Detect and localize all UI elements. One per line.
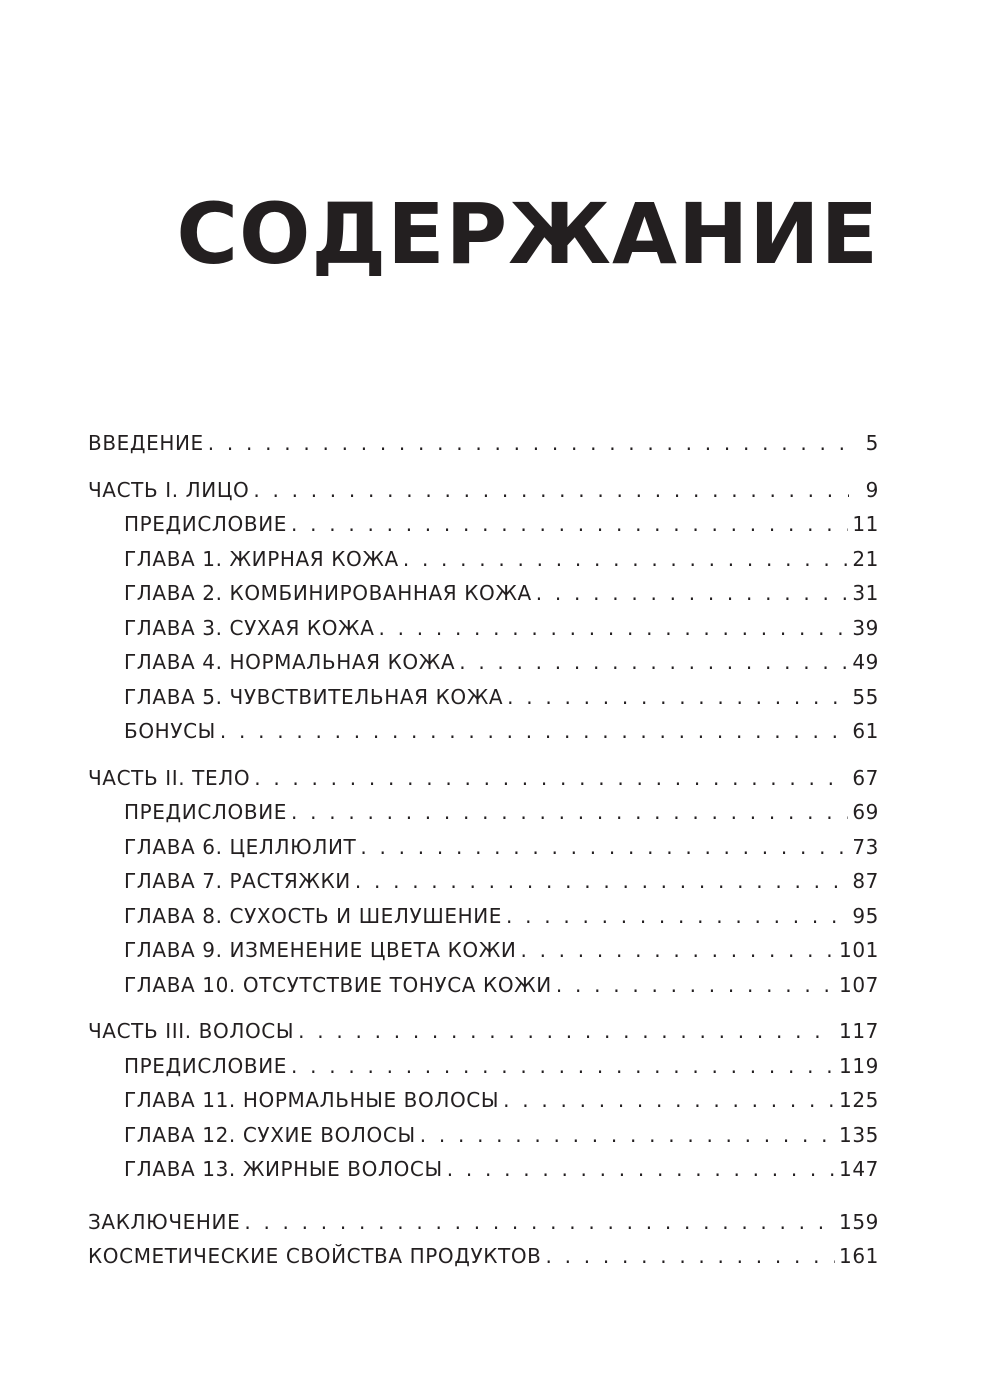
- toc-entry-chapter-6[interactable]: [124, 832, 879, 862]
- toc-page-number: 117: [839, 1019, 879, 1043]
- toc-page-number: 69: [852, 800, 879, 824]
- dot-leader: [520, 935, 835, 965]
- toc-page-number: 11: [852, 512, 879, 536]
- dot-leader: [459, 647, 848, 677]
- toc-entry-part-3-preface[interactable]: [124, 1051, 879, 1081]
- toc-entry-part-2-preface[interactable]: [124, 797, 879, 827]
- dot-leader: [298, 1016, 835, 1046]
- toc-entry-chapter-13[interactable]: [124, 1154, 879, 1184]
- toc-entry-label: ПРЕДИСЛОВИЕ: [124, 1054, 287, 1078]
- toc-entry-chapter-8[interactable]: [124, 901, 879, 931]
- toc-entry-part-3[interactable]: [88, 1016, 879, 1046]
- toc-page-number: 9: [865, 478, 879, 502]
- toc-entry-label: ВВЕДЕНИЕ: [88, 431, 204, 455]
- toc-page-number: 101: [839, 938, 879, 962]
- toc-page-number: 87: [852, 869, 879, 893]
- dot-leader: [254, 763, 848, 793]
- dot-leader: [253, 475, 849, 505]
- toc-entry-label: ЗАКЛЮЧЕНИЕ: [88, 1210, 241, 1234]
- dot-leader: [291, 797, 848, 827]
- toc-entry-label: БОНУСЫ: [124, 719, 216, 743]
- dot-leader: [536, 578, 849, 608]
- dot-leader: [291, 1051, 835, 1081]
- toc-page-number: 147: [839, 1157, 879, 1181]
- toc-page-number: 73: [852, 835, 879, 859]
- dot-leader: [355, 866, 849, 896]
- toc-entry-label: ГЛАВА 5. ЧУВСТВИТЕЛЬНАЯ КОЖА: [124, 685, 504, 709]
- toc-page-number: 159: [839, 1210, 879, 1234]
- toc-entry-chapter-3[interactable]: [124, 613, 879, 643]
- toc-entry-label: ЧАСТЬ II. ТЕЛО: [88, 766, 251, 790]
- dot-leader: [244, 1207, 835, 1237]
- toc-page-number: 135: [839, 1123, 879, 1147]
- toc-page-number: 61: [852, 719, 879, 743]
- toc-page-number: 95: [852, 904, 879, 928]
- toc-entry-label: ГЛАВА 7. РАСТЯЖКИ: [124, 869, 351, 893]
- toc-entry-label: ГЛАВА 8. СУХОСТЬ И ШЕЛУШЕНИЕ: [124, 904, 503, 928]
- dot-leader: [378, 613, 848, 643]
- toc-page-number: 119: [839, 1054, 879, 1078]
- dot-leader: [220, 716, 848, 746]
- dot-leader: [556, 970, 835, 1000]
- dot-leader: [291, 509, 848, 539]
- toc-page-number: 107: [839, 973, 879, 997]
- toc-page-number: 31: [852, 581, 879, 605]
- toc-page-number: 49: [852, 650, 879, 674]
- dot-leader: [447, 1154, 835, 1184]
- dot-leader: [546, 1241, 836, 1271]
- toc-page-number: 21: [852, 547, 879, 571]
- toc-entry-chapter-11[interactable]: [124, 1085, 879, 1115]
- toc-entry-product-properties[interactable]: [88, 1241, 879, 1271]
- page-title: СОДЕРЖАНИЕ: [176, 185, 879, 283]
- toc-entry-label: ПРЕДИСЛОВИЕ: [124, 512, 287, 536]
- toc-entry-chapter-7[interactable]: [124, 866, 879, 896]
- toc-entry-chapter-10[interactable]: [124, 970, 879, 1000]
- toc-page-number: 39: [852, 616, 879, 640]
- toc-entry-bonuses[interactable]: [124, 716, 879, 746]
- toc-entry-chapter-4[interactable]: [124, 647, 879, 677]
- dot-leader: [360, 832, 848, 862]
- toc-page-number: 161: [839, 1244, 879, 1268]
- toc-entry-part-1[interactable]: [88, 475, 879, 505]
- toc-entry-label: ГЛАВА 1. ЖИРНАЯ КОЖА: [124, 547, 399, 571]
- toc-entry-part-1-preface[interactable]: [124, 509, 879, 539]
- toc-entry-chapter-9[interactable]: [124, 935, 879, 965]
- toc-entry-label: ГЛАВА 4. НОРМАЛЬНАЯ КОЖА: [124, 650, 456, 674]
- toc-entry-label: КОСМЕТИЧЕСКИЕ СВОЙСТВА ПРОДУКТОВ: [88, 1244, 542, 1268]
- toc-entry-label: ГЛАВА 2. КОМБИНИРОВАННАЯ КОЖА: [124, 581, 532, 605]
- toc-entry-label: ПРЕДИСЛОВИЕ: [124, 800, 287, 824]
- toc-page-number: 55: [852, 685, 879, 709]
- toc-page-number: 5: [865, 431, 879, 455]
- toc-entry-label: ГЛАВА 10. ОТСУТСТВИЕ ТОНУСА КОЖИ: [124, 973, 552, 997]
- dot-leader: [403, 544, 849, 574]
- dot-leader: [208, 428, 849, 458]
- toc-page-number: 125: [839, 1088, 879, 1112]
- toc-entry-chapter-1[interactable]: [124, 544, 879, 574]
- toc-entry-part-2[interactable]: [88, 763, 879, 793]
- toc-entry-chapter-2[interactable]: [124, 578, 879, 608]
- toc-entry-label: ГЛАВА 13. ЖИРНЫЕ ВОЛОСЫ: [124, 1157, 443, 1181]
- toc-entry-label: ЧАСТЬ III. ВОЛОСЫ: [88, 1019, 295, 1043]
- toc-entry-introduction[interactable]: [88, 428, 879, 458]
- dot-leader: [420, 1120, 835, 1150]
- toc-page-number: 67: [852, 766, 879, 790]
- dot-leader: [503, 1085, 835, 1115]
- toc-entry-label: ГЛАВА 3. СУХАЯ КОЖА: [124, 616, 375, 640]
- toc-entry-conclusion[interactable]: [88, 1207, 879, 1237]
- toc-entry-label: ГЛАВА 11. НОРМАЛЬНЫЕ ВОЛОСЫ: [124, 1088, 500, 1112]
- toc-entry-chapter-12[interactable]: [124, 1120, 879, 1150]
- dot-leader: [506, 901, 848, 931]
- dot-leader: [507, 682, 848, 712]
- toc-entry-label: ГЛАВА 12. СУХИЕ ВОЛОСЫ: [124, 1123, 416, 1147]
- toc-entry-label: ГЛАВА 6. ЦЕЛЛЮЛИТ: [124, 835, 357, 859]
- toc-entry-label: ЧАСТЬ I. ЛИЦО: [88, 478, 250, 502]
- toc-entry-label: ГЛАВА 9. ИЗМЕНЕНИЕ ЦВЕТА КОЖИ: [124, 938, 517, 962]
- toc-entry-chapter-5[interactable]: [124, 682, 879, 712]
